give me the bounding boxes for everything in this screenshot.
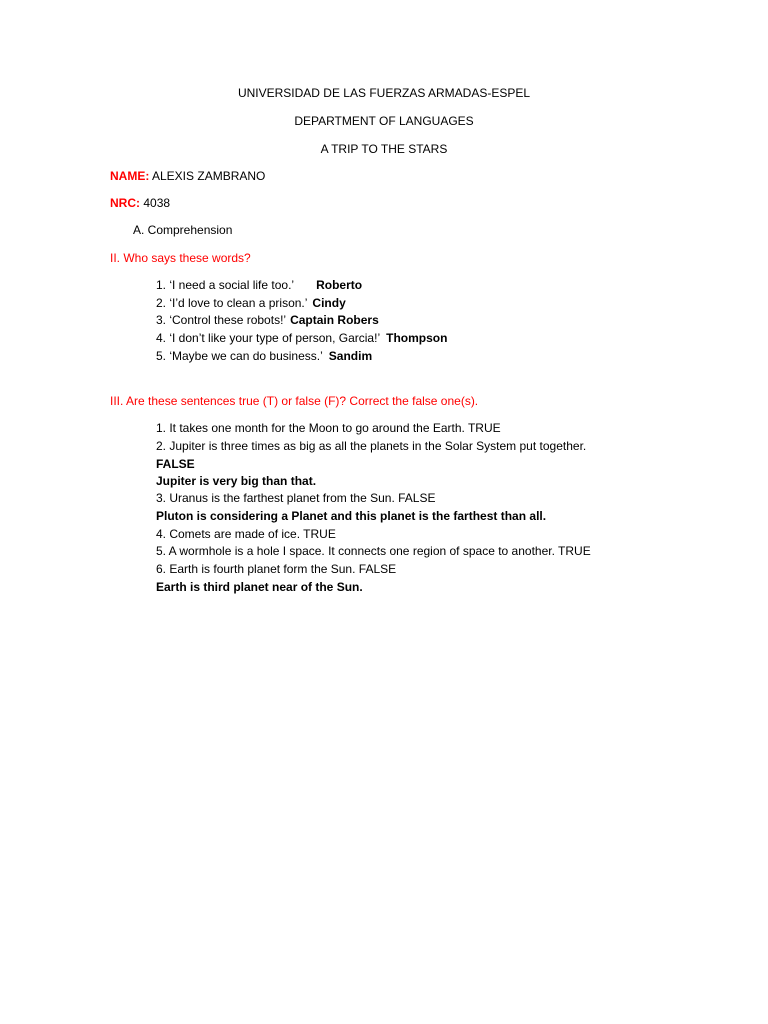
nrc-row [110, 195, 170, 211]
list-item [156, 277, 362, 293]
quote-text: 5. ‘Maybe we can do business.’ [156, 349, 323, 363]
document-title: A TRIP TO THE STARS [320, 142, 448, 156]
name-label: NAME: [110, 169, 150, 183]
quote-text: 1. ‘I need a social life too.’ [156, 278, 295, 292]
quote-text: 3. ‘Control these robots!’ [156, 313, 287, 327]
list-item [156, 312, 379, 328]
quote-text: 4. ‘I don’t like your type of person, Garcia!’ [156, 331, 381, 345]
speaker-name: Sandim [328, 349, 373, 363]
name-row [110, 168, 265, 184]
speaker-name: Cindy [312, 296, 346, 310]
list-item: 5. A wormhole is a hole I space. It connects one region of space to another. TRUE [156, 544, 591, 558]
correction-text: Pluton is considering a Planet and this planet is the farthest than all. [156, 509, 547, 523]
quote-text: 2. ‘I’d love to clean a prison.’ [156, 296, 308, 310]
speaker-name: Captain Robers [290, 313, 379, 327]
list-item: 3. Uranus is the farthest planet from the Sun. FALSE [156, 491, 436, 505]
university-title: UNIVERSIDAD DE LAS FUERZAS ARMADAS-ESPEL [237, 86, 531, 100]
speaker-name: Roberto [316, 278, 363, 292]
list-item: 1. It takes one month for the Moon to go around the Earth. TRUE [156, 421, 501, 435]
nrc-value: 4038 [143, 196, 171, 210]
list-item: 2. Jupiter is three times as big as all the planets in the Solar System put together. [156, 439, 587, 453]
speaker-name: Thompson [386, 331, 448, 345]
name-value: ALEXIS ZAMBRANO [152, 169, 266, 183]
nrc-label: NRC: [110, 196, 140, 210]
list-item [156, 330, 447, 346]
section-a-title: A. Comprehension [133, 223, 233, 237]
section-2-title: II. Who says these words? [110, 251, 251, 265]
correction-text: Jupiter is very big than that. [156, 474, 317, 488]
list-item: FALSE [156, 457, 195, 471]
list-item [156, 348, 372, 364]
list-item: 6. Earth is fourth planet form the Sun. FALSE [156, 562, 397, 576]
list-item [156, 295, 346, 311]
list-item: 4. Comets are made of ice. TRUE [156, 527, 336, 541]
department-title: DEPARTMENT OF LANGUAGES [294, 114, 474, 128]
section-3-title: III. Are these sentences true (T) or false (F)? Correct the false one(s). [110, 394, 479, 408]
correction-text: Earth is third planet near of the Sun. [156, 580, 363, 594]
